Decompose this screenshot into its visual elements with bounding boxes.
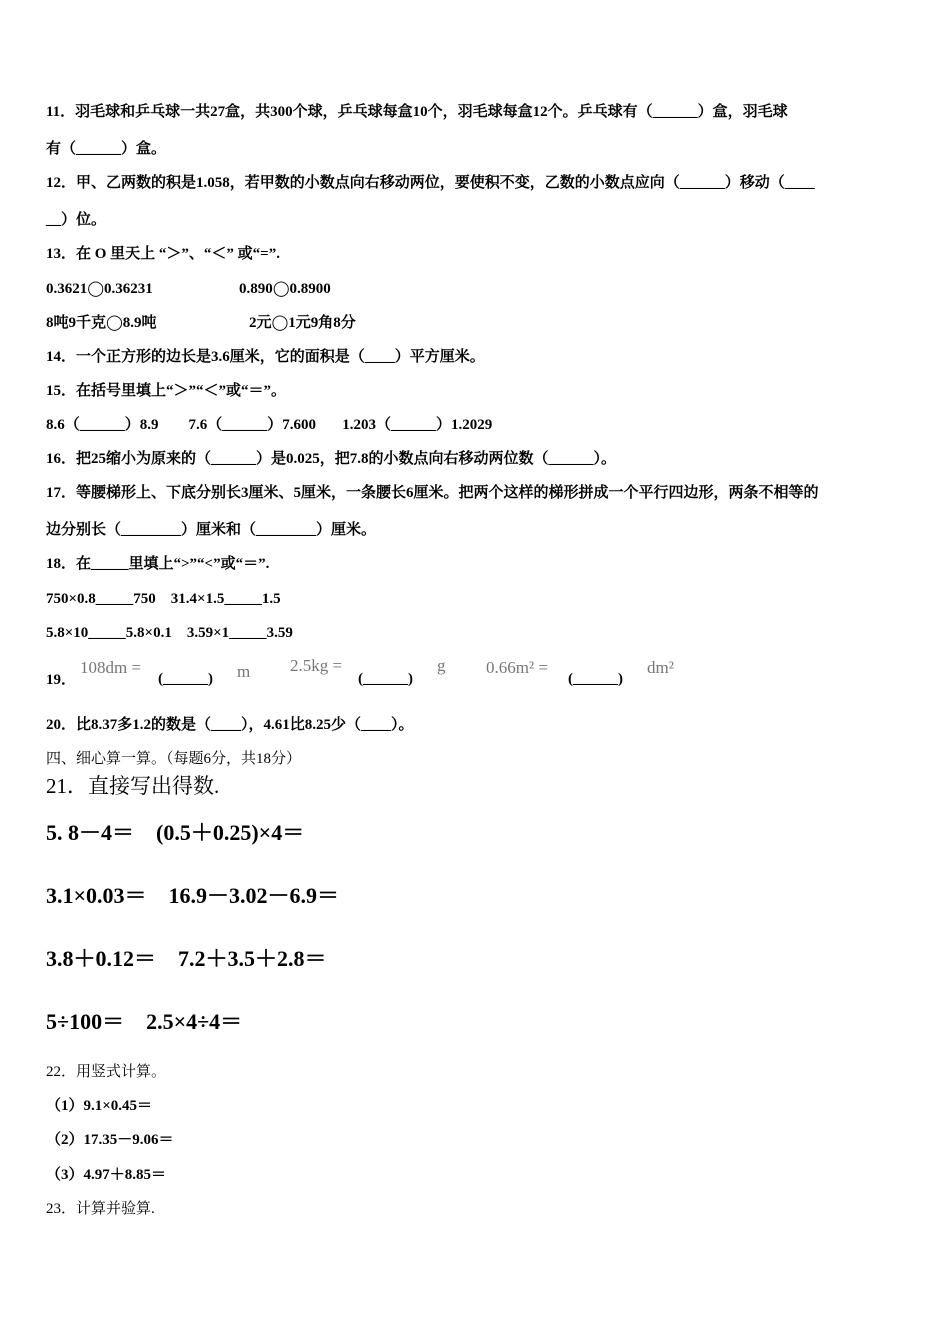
q19-a-blank: (______)	[158, 671, 213, 687]
q21-row: 3.1×0.03＝ 16.9－3.02－6.9＝	[46, 883, 340, 908]
q13-title: 13．在 O 里天上 “＞”、“＜” 或“=”.	[46, 246, 280, 262]
q17-line1: 17．等腰梯形上、下底分别长3厘米、5厘米，一条腰长6厘米。把两个这样的梯形拼成一个平行四边形，两条不相等的	[46, 485, 819, 501]
q22-item: （2）17.35－9.06＝	[46, 1132, 174, 1148]
q21-row: 5. 8－4＝ (0.5＋0.25)×4＝	[46, 820, 305, 845]
q15-title: 15．在括号里填上“＞”“＜”或“＝”。	[46, 383, 287, 399]
q12-line1: 12．甲、乙两数的积是1.058，若甲数的小数点向右移动两位，要使积不变，乙数的小数点应向（______）移动（____	[46, 175, 815, 191]
q11-line1: 11．羽毛球和乒乓球一共27盒，共300个球，乒乓球每盒10个，羽毛球每盒12个。乒乓球有（______）盒，羽毛球	[46, 104, 788, 120]
q22-item: （1）9.1×0.45＝	[46, 1098, 153, 1114]
q20: 20．比8.37多1.2的数是（____），4.61比8.25少（____）。	[46, 717, 414, 733]
q19-c-blank: (______)	[568, 671, 623, 687]
q19-a-unit: m	[237, 662, 251, 681]
q13-row1a: 0.3621◯0.36231	[46, 281, 153, 297]
q21-title: 21．直接写出得数.	[46, 774, 220, 798]
q16: 16．把25缩小为原来的（______）是0.025，把7.8的小数点向右移动两位数（______）。	[46, 451, 617, 467]
q17-line2: 边分别长（________）厘米和（________）厘米。	[46, 522, 377, 538]
q23-title: 23．计算并验算.	[46, 1201, 155, 1217]
q18-row1: 750×0.8_____750 31.4×1.5_____1.5	[46, 591, 281, 607]
q19-b: 2.5kg =	[290, 656, 343, 675]
q12-line2: __）位。	[46, 212, 107, 228]
q15-row: 8.6（______）8.9 7.6（______）7.600 1.203（______）1.2029	[46, 417, 493, 433]
q19-b-unit: g	[437, 656, 446, 675]
q22-title: 22．用竖式计算。	[46, 1064, 167, 1080]
q19-c: 0.66m² =	[486, 658, 548, 677]
q21-row: 5÷100＝ 2.5×4÷4＝	[46, 1009, 243, 1034]
q18-title: 18．在_____里填上“>”“<”或“＝”.	[46, 556, 270, 572]
q18-row2: 5.8×10_____5.8×0.1 3.59×1_____3.59	[46, 625, 293, 641]
q11-line2: 有（______）盒。	[46, 141, 167, 157]
q22-item: （3）4.97＋8.85＝	[46, 1167, 167, 1183]
q21-row: 3.8＋0.12＝ 7.2＋3.5＋2.8＝	[46, 946, 327, 971]
q19-b-blank: (______)	[358, 671, 413, 687]
q13-row2b: 2元◯1元9角8分	[249, 315, 356, 331]
q19-a: 108dm =	[80, 658, 142, 677]
q13-row2a: 8吨9千克◯8.9吨	[46, 315, 157, 331]
q13-row1b: 0.890◯0.8900	[239, 281, 331, 297]
section-4-heading: 四、细心算一算。（每题6分，共18分）	[46, 751, 302, 767]
q19-c-unit: dm²	[647, 658, 674, 677]
q19-number: 19．	[46, 672, 77, 688]
q14: 14．一个正方形的边长是3.6厘米，它的面积是（____）平方厘米。	[46, 349, 485, 365]
